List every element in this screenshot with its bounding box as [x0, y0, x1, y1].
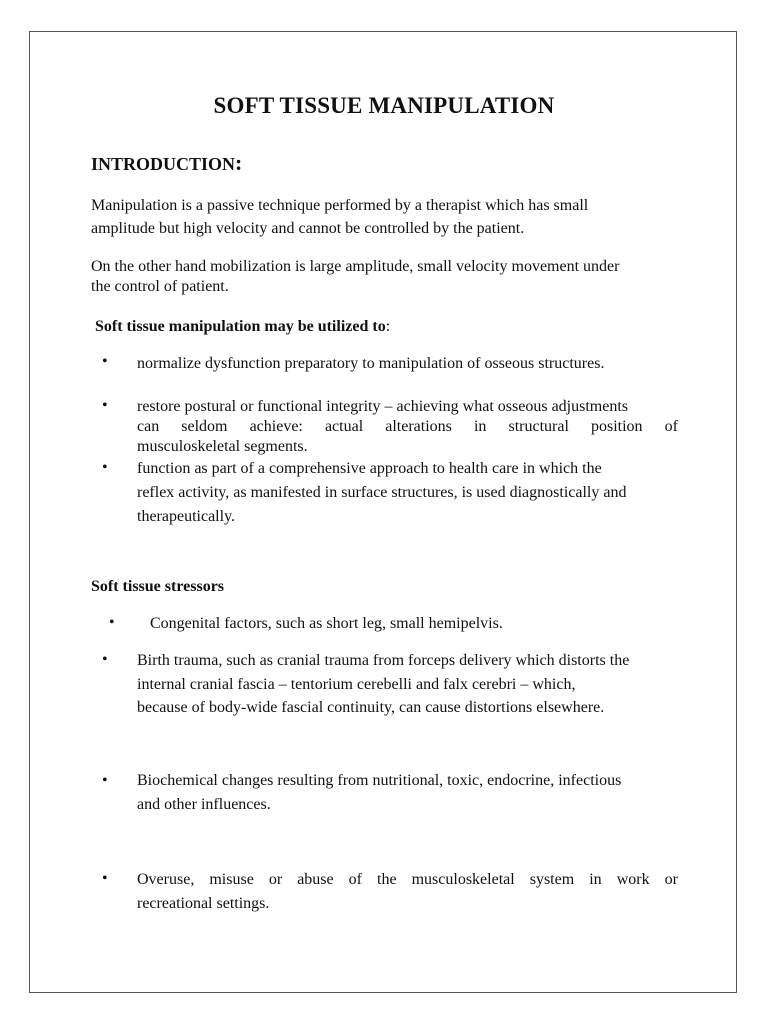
stressor-item-3-line-1: Biochemical changes resulting from nutritional, toxic, endocrine, infectious	[137, 772, 622, 789]
bullet-symbol: •	[102, 651, 108, 668]
stressor-item-2-line-1: Birth trauma, such as cranial trauma from forceps delivery which distorts the	[137, 652, 630, 669]
bullet-symbol: •	[102, 353, 108, 370]
utilized-heading-text: Soft tissue manipulation may be utilized to	[95, 318, 386, 335]
stressor-item-4-line-1-justified: Overuse, misuse or abuse of the musculoskeletal system in work or	[137, 871, 678, 888]
document-title: SOFT TISSUE MANIPULATION	[213, 93, 555, 118]
paragraph-1-line-2: amplitude but high velocity and cannot be controlled by the patient.	[91, 220, 525, 237]
bullet-symbol: •	[102, 870, 108, 887]
stressor-item-2-line-3: because of body-wide fascial continuity, can cause distortions elsewhere.	[137, 699, 605, 716]
utilized-item-2-line-2-justified: can seldom achieve: actual alterations in structural position of	[137, 418, 678, 435]
introduction-heading-colon: :	[235, 150, 243, 175]
bullet-symbol: •	[102, 397, 108, 414]
stressor-item-1-line-1: Congenital factors, such as short leg, small hemipelvis.	[150, 615, 503, 632]
utilized-item-2-line-1: restore postural or functional integrity – achieving what osseous adjustments	[137, 398, 628, 415]
bullet-symbol: •	[102, 459, 108, 476]
utilized-item-3-line-2: reflex activity, as manifested in surface structures, is used diagnostically and	[137, 484, 627, 501]
stressor-item-2-line-2: internal cranial fascia – tentorium cerebelli and falx cerebri – which,	[137, 676, 576, 693]
stressor-item-4-line-2: recreational settings.	[137, 895, 270, 912]
utilized-heading	[95, 316, 390, 338]
stressors-heading: Soft tissue stressors	[91, 578, 225, 595]
bullet-symbol: •	[102, 772, 108, 789]
paragraph-2-line-1: On the other hand mobilization is large amplitude, small velocity movement under	[91, 258, 620, 275]
paragraph-1-line-1: Manipulation is a passive technique performed by a therapist which has small	[91, 197, 589, 214]
introduction-heading-text: INTRODUCTION	[91, 154, 236, 174]
utilized-item-2-line-3: musculoskeletal segments.	[137, 438, 308, 455]
introduction-heading	[91, 150, 242, 176]
stressor-item-3-line-2: and other influences.	[137, 796, 271, 813]
utilized-heading-colon: :	[385, 318, 391, 335]
utilized-item-1-line-1: normalize dysfunction preparatory to manipulation of osseous structures.	[137, 355, 605, 372]
paragraph-2-line-2: the control of patient.	[91, 278, 229, 295]
bullet-symbol: •	[109, 614, 115, 631]
utilized-item-3-line-1: function as part of a comprehensive approach to health care in which the	[137, 460, 602, 477]
utilized-item-3-line-3: therapeutically.	[137, 508, 236, 525]
